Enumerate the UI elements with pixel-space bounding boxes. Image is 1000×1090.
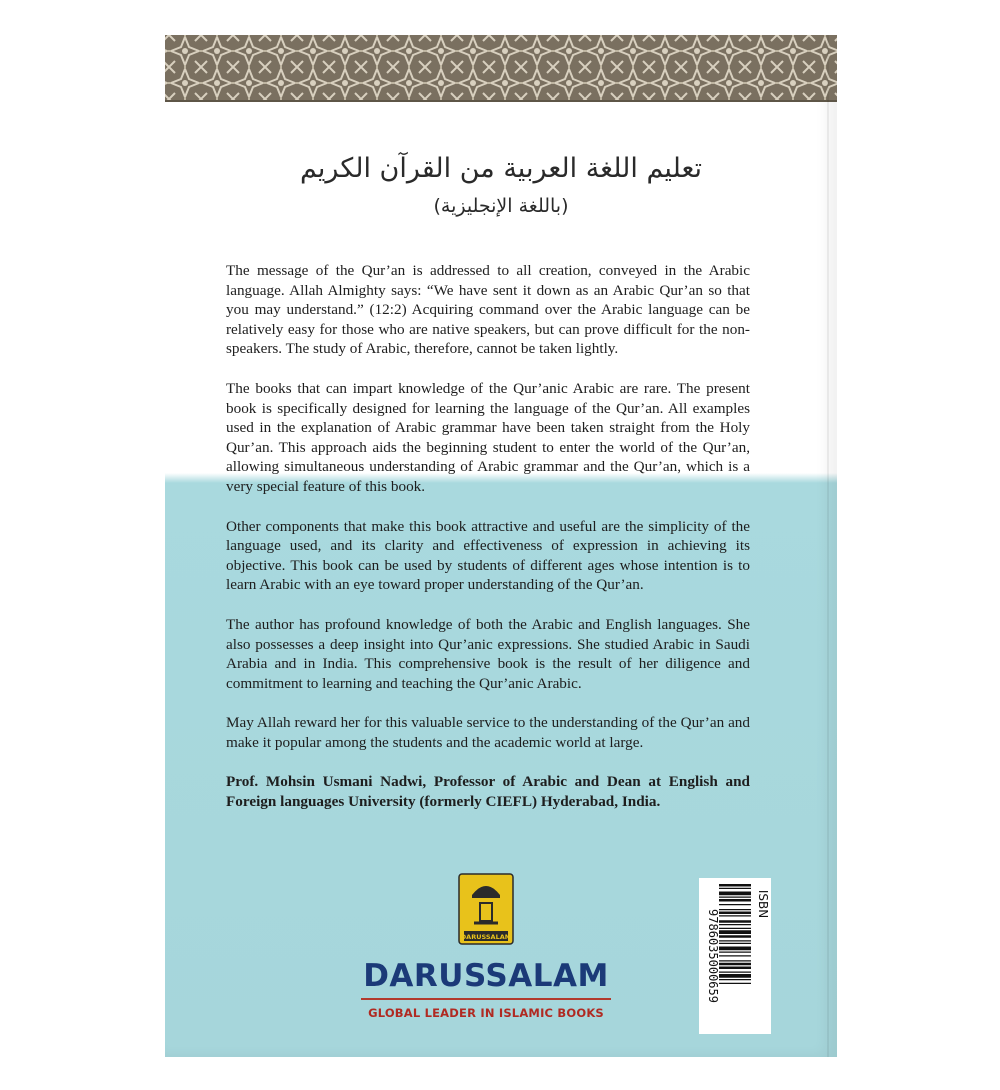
publisher-logo (355, 873, 617, 1020)
barcode-bar (719, 952, 751, 953)
barcode-bar (719, 928, 751, 929)
barcode-bar (719, 935, 751, 938)
barcode-bar (719, 892, 751, 896)
barcode-bar (719, 963, 751, 966)
barcode-icon (699, 878, 771, 1034)
barcode-bar (719, 904, 751, 905)
barcode-bar (719, 899, 751, 902)
barcode-bar (719, 967, 751, 970)
barcode-bar (719, 955, 751, 956)
barcode-bar (719, 924, 751, 925)
author-signature: Prof. Mohsin Usmani Nadwi, Professor of Arabic and Dean at English and Foreign languages University (formerly CIEFL) Hyderabad, India. (226, 773, 750, 811)
barcode-bar (719, 972, 751, 973)
geometric-pattern-band (165, 35, 837, 102)
arabic-subtitle: (باللغة الإنجليزية) (433, 195, 569, 217)
blurb-paragraph: The books that can impart knowledge of the Qur’anic Arabic are rare. The present book is specifically designed for learning the language of the Qur’an. All examples used in the explanation of Arabic grammar have been taken straight from the Holy Qur’an. This approach aids the beginning student to enter the world of the Qur’an, allowing simultaneous understanding of Arabic grammar and the Qur’an, which is a very special feature of this book. (226, 379, 750, 495)
darussalam-emblem-icon (458, 873, 514, 945)
barcode-bar (719, 983, 751, 984)
islamic-pattern-icon (165, 35, 837, 100)
isbn-barcode (699, 878, 771, 1034)
barcode-bar (719, 915, 751, 916)
barcode-bar (719, 897, 751, 898)
arabic-title: تعليم اللغة العربية من القرآن الكريم (299, 153, 703, 184)
barcode-bar (719, 930, 751, 934)
book-back-cover (165, 35, 837, 1057)
barcode-bar (719, 960, 751, 961)
barcode-bars (719, 884, 751, 984)
emblem-text: DARUSSALAM (460, 933, 512, 941)
blurb-paragraph: The message of the Qur’an is addressed to all creation, conveyed in the Arabic language. Allah Almighty says: “We have sent it down as an Arabic Qur’an so that you may understand.” (12:2) Acquiring command over the Arabic language can be relatively easy for those who are native speakers, but can prove difficult for the non-speakers. The study of Arabic, therefore, cannot be taken lightly. (226, 262, 750, 358)
brand-divider (361, 998, 611, 1000)
blurb-paragraph: The author has profound knowledge of both the Arabic and English languages. She also possesses a deep insight into Qur’anic expressions. She studied Arabic in Saudi Arabia and in India. This comprehensive book is the result of her diligence and commitment to learning and teaching the Qur’anic Arabic. (226, 615, 750, 692)
publisher-name: DARUSSALAM (363, 958, 609, 994)
barcode-bar (719, 884, 751, 887)
barcode-bar (719, 943, 751, 944)
blurb-text (226, 261, 750, 832)
barcode-bar (719, 974, 751, 978)
barcode-bar (719, 888, 751, 889)
barcode-number: 9786035000659 (706, 909, 720, 1003)
blurb-paragraph: Other components that make this book attractive and useful are the simplicity of the language used, and its clarity and effectiveness of expression in achieving its objective. This book can be used by students of different ages whose intention is to learn Arabic with an eye toward proper understanding of the Qur’an. (226, 517, 750, 594)
barcode-bar (719, 909, 751, 910)
publisher-tagline: GLOBAL LEADER IN ISLAMIC BOOKS (368, 1006, 604, 1020)
barcode-bar (719, 979, 751, 980)
barcode-bar (719, 947, 751, 951)
barcode-bar (719, 912, 751, 915)
barcode-bar (719, 920, 751, 923)
barcode-bar (719, 940, 751, 941)
barcode-isbn-label: ISBN (756, 889, 770, 919)
blurb-paragraph: May Allah reward her for this valuable service to the understanding of the Qur’an and make it popular among the students and the academic world at large. (226, 714, 750, 751)
